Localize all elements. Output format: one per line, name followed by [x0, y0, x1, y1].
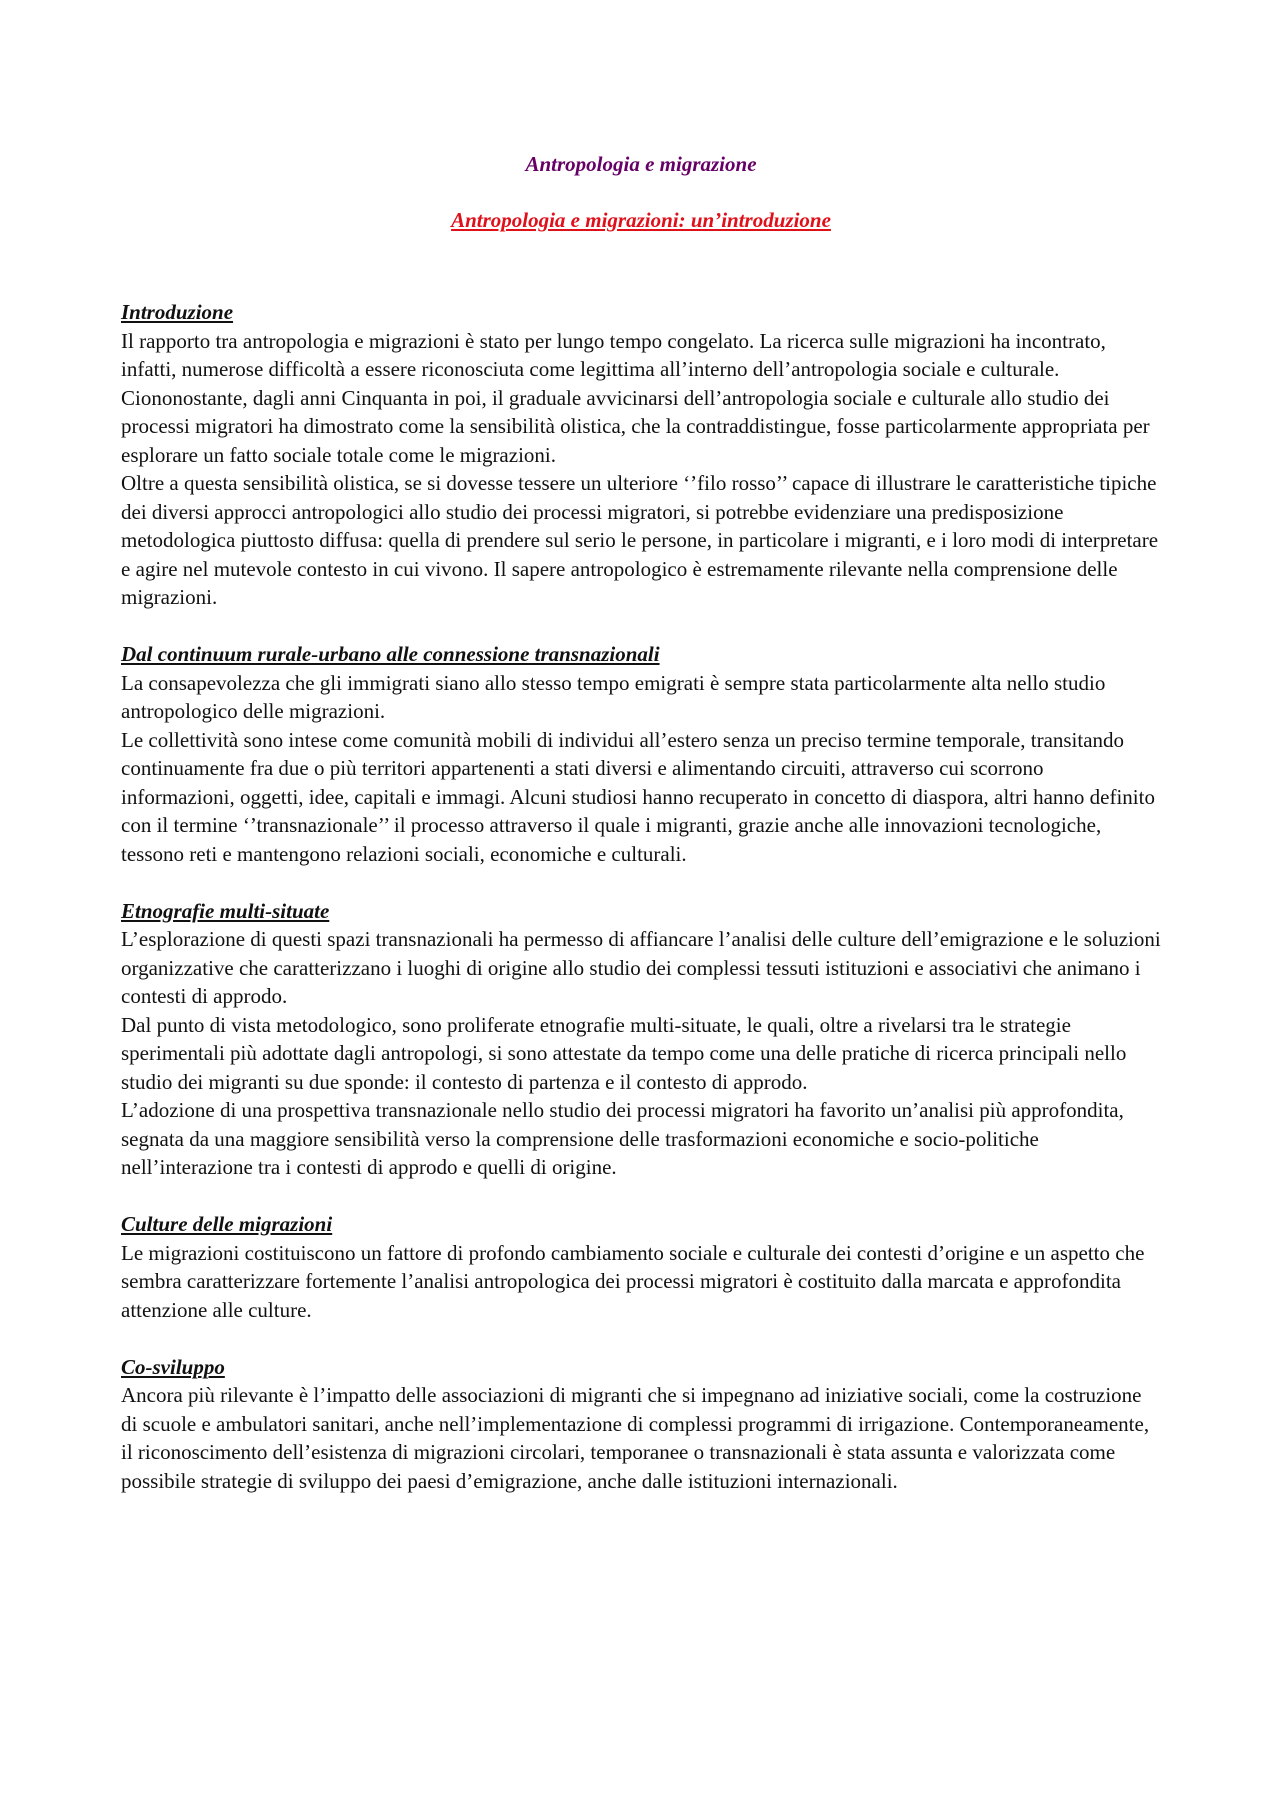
section-paragraph: Dal punto di vista metodologico, sono proliferate etnografie multi-situate, le quali, oltre a rivelarsi tra le strategie sperimentali più adottate dagli antropologi, si sono attestate da tempo come una delle pratiche di ricerca principali nello studio dei migranti su due sponde: il contesto di partenza e il contesto di approdo. [121, 1012, 1127, 1094]
section-paragraph: La consapevolezza che gli immigrati siano allo stesso tempo emigrati è sempre stata particolarmente alta nello studio antropologico delle migrazioni. [121, 670, 1106, 723]
document-subtitle: Antropologia e migrazioni: un’introduzione [451, 208, 831, 232]
section-paragraph: Le migrazioni costituiscono un fattore di profondo cambiamento sociale e culturale dei contesti d’origine e un aspetto che sembra caratterizzare fortemente l’analisi antropologica dei processi migratori è costituito dalla marcata e approfondita attenzione alle culture. [121, 1240, 1145, 1322]
section-paragraph: L’adozione di una prospettiva transnazionale nello studio dei processi migratori ha favorito un’analisi più approfondita, segnata da una maggiore sensibilità verso la comprensione delle trasformazioni economiche e socio-politiche nell’interazione tra i contesti di approdo e quelli di origine. [121, 1098, 1124, 1179]
section-paragraph: L’esplorazione di questi spazi transnazionali ha permesso di affiancare l’analisi delle culture dell’emigrazione e le soluzioni organizzative che caratterizzano i luoghi di origine allo studio dei complessi tessuti istituzioni e associativi che animano i contesti di approdo. [121, 927, 1161, 1008]
sections-container [121, 298, 1161, 1495]
document-title: Antropologia e migrazione [525, 152, 757, 176]
section-introduzione [121, 298, 1161, 612]
section-continuum [121, 640, 1161, 868]
section-paragraph: Oltre a questa sensibilità olistica, se si dovesse tessere un ulteriore ‘’filo rosso’’ capace di illustrare le caratteristiche tipiche dei diversi approcci antropologici allo studio dei processi migratori, si potrebbe evidenziare una predisposizione metodologica piuttosto diffusa: quella di prendere sul serio le persone, in particolare i migranti, e i loro modi di interpretare e agire nel mutevole contesto in cui vivono. Il sapere antropologico è estremamente rilevante nella comprensione delle migrazioni. [121, 471, 1159, 609]
section-heading: Co-sviluppo [121, 1354, 225, 1379]
section-co-sviluppo [121, 1353, 1161, 1496]
section-paragraph: Ancora più rilevante è l’impatto delle associazioni di migranti che si impegnano ad iniziative sociali, come la costruzione di scuole e ambulatori sanitari, anche nell’implementazione di complessi programmi di irrigazione. Contemporaneamente, il riconoscimento dell’esistenza di migrazioni circolari, temporanee o transnazionali è stata assunta e valorizzata come possibile strategie di sviluppo dei paesi d’emigrazione, anche dalle istituzioni internazionali. [121, 1383, 1150, 1493]
section-heading: Etnografie multi-situate [121, 898, 330, 923]
document-page [121, 150, 1161, 1524]
section-culture [121, 1210, 1161, 1324]
section-paragraph: Il rapporto tra antropologia e migrazioni è stato per lungo tempo congelato. La ricerca sulle migrazioni ha incontrato, infatti, numerose difficoltà a essere riconosciuta come legittima all’interno dell’antropologia sociale e culturale. Ciononostante, dagli anni Cinquanta in poi, il graduale avvicinarsi dell’antropologia sociale e culturale allo studio dei processi migratori ha dimostrato come la sensibilità olistica, che la contraddistingue, fosse particolarmente appropriata per esplorare un fatto sociale totale come le migrazioni. [121, 328, 1150, 467]
section-heading: Introduzione [121, 300, 234, 324]
section-etnografie [121, 897, 1161, 1182]
section-paragraph: Le collettività sono intese come comunità mobili di individui all’estero senza un preciso termine temporale, transitando continuamente fra due o più territori appartenenti a stati diversi e alimentando circuiti, attraverso cui scorrono informazioni, oggetti, idee, capitali e immagi. Alcuni studiosi hanno recuperato in concetto di diaspora, altri hanno definito con il termine ‘’transnazionale’’ il processo attraverso il quale i migranti, grazie anche alle innovazioni tecnologiche, tessono reti e mantengono relazioni sociali, economiche e culturali. [121, 727, 1155, 866]
section-heading: Culture delle migrazioni [121, 1212, 333, 1236]
section-heading: Dal continuum rurale-urbano alle connessione transnazionali [121, 642, 660, 666]
